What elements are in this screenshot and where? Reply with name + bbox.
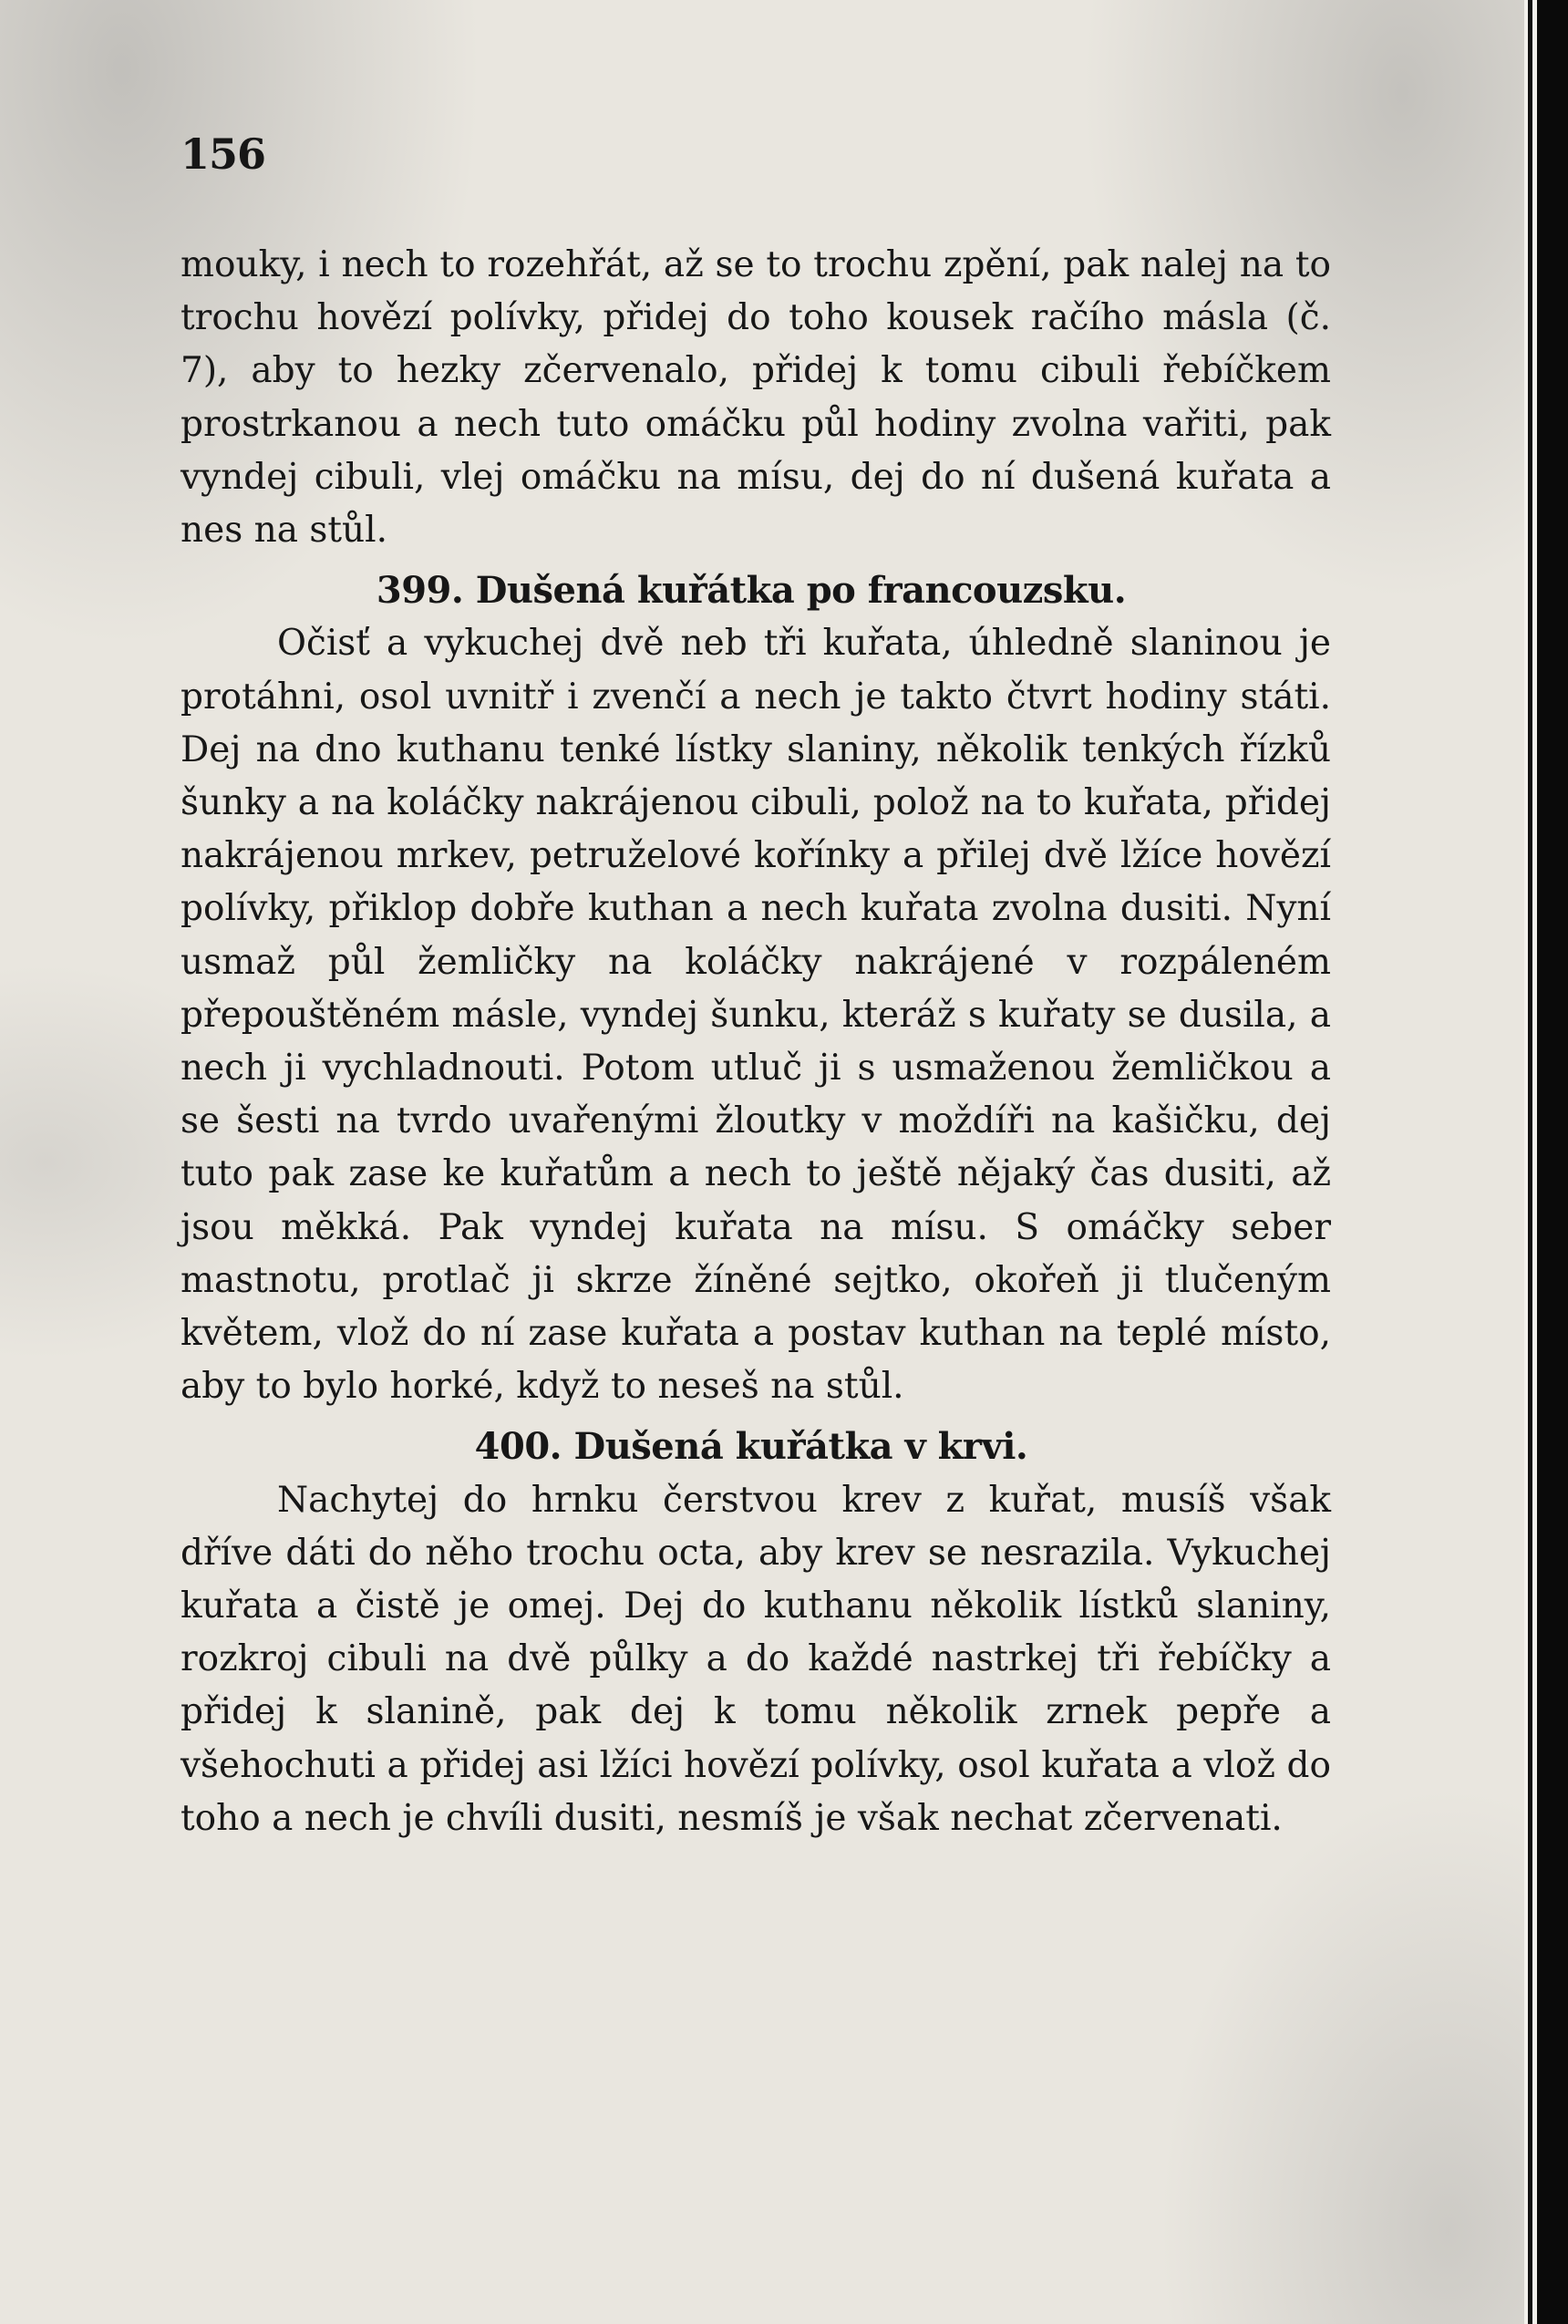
page-edge-rule	[1524, 0, 1537, 2324]
recipe-text-400: Nachytej do hrnku čerstvou krev z kuřat, musíš však dříve dáti do něho trochu octa, aby krev se nesrazila. Vykuchej kuřata a čistě je omej. Dej do kuthanu několik lístků slaniny, rozkroj cibuli na dvě půlky a do každé nastrkej tři řebíčky a přidej k slanině, pak dej k tomu několik zrnek pepře a všehochuti a přidej asi lžíci hovězí polívky, osol kuřata a vlož do toho a nech je chvíli dusiti, nesmíš je však nechat zčervenati.	[181, 1479, 1331, 1839]
recipe-number: 399.	[376, 569, 464, 613]
recipe-heading-400	[181, 1420, 1331, 1473]
recipe-title: Dušená kuřátka po francouzsku.	[475, 569, 1127, 613]
page-text	[181, 239, 1331, 1845]
recipe-title: Dušená kuřátka v krvi.	[573, 1425, 1028, 1469]
recipe-text-399: Očisť a vykuchej dvě neb tři kuřata, úhledně slaninou je protáhni, osol uvnitř i zvenčí a nech je takto čtvrt hodiny státi. Dej na dno kuthanu tenké lístky slaniny, několik tenkých řízků šunky a na koláčky nakrájenou cibuli, polož na to kuřata, přidej nakrájenou mrkev, petruželové kořínky a přilej dvě lžíce hovězí polívky, přiklop dobře kuthan a nech kuřata zvolna dusiti. Nyní usmaž půl žemličky na koláčky nakrájené v rozpáleném přepouštěném másle, vyndej šunku, kteráž s kuřaty se dusila, a nech ji vychladnouti. Potom utluč ji s usmaženou žemličkou a se šesti na tvrdo uvařenými žloutky v moždíři na kašičku, dej tuto pak zase ke kuřatům a nech to ještě nějaký čas dusiti, až jsou měkká. Pak vyndej kuřata na mísu. S omáčky seber mastnotu, protlač ji skrze žíněné sejtko, okořeň ji tlučeným květem, vlož do ní zase kuřata a postav kuthan na teplé místo, aby to bylo horké, když to neseš na stůl.	[181, 623, 1331, 1408]
page-number: 156	[181, 129, 266, 179]
recipe-heading-399	[181, 564, 1331, 617]
continuation-paragraph: mouky, i nech to rozehřát, až se to trochu zpění, pak nalej na to trochu hovězí polívky, přidej do toho kousek račího másla (č. 7), aby to hezky zčervenalo, přidej k tomu cibuli řebíčkem prostrkanou a nech tuto omáčku půl hodiny zvolna vařiti, pak vyndej cibuli, vlej omáčku na mísu, dej do ní dušená kuřata a nes na stůl.	[181, 244, 1331, 552]
recipe-number: 400.	[474, 1425, 562, 1469]
